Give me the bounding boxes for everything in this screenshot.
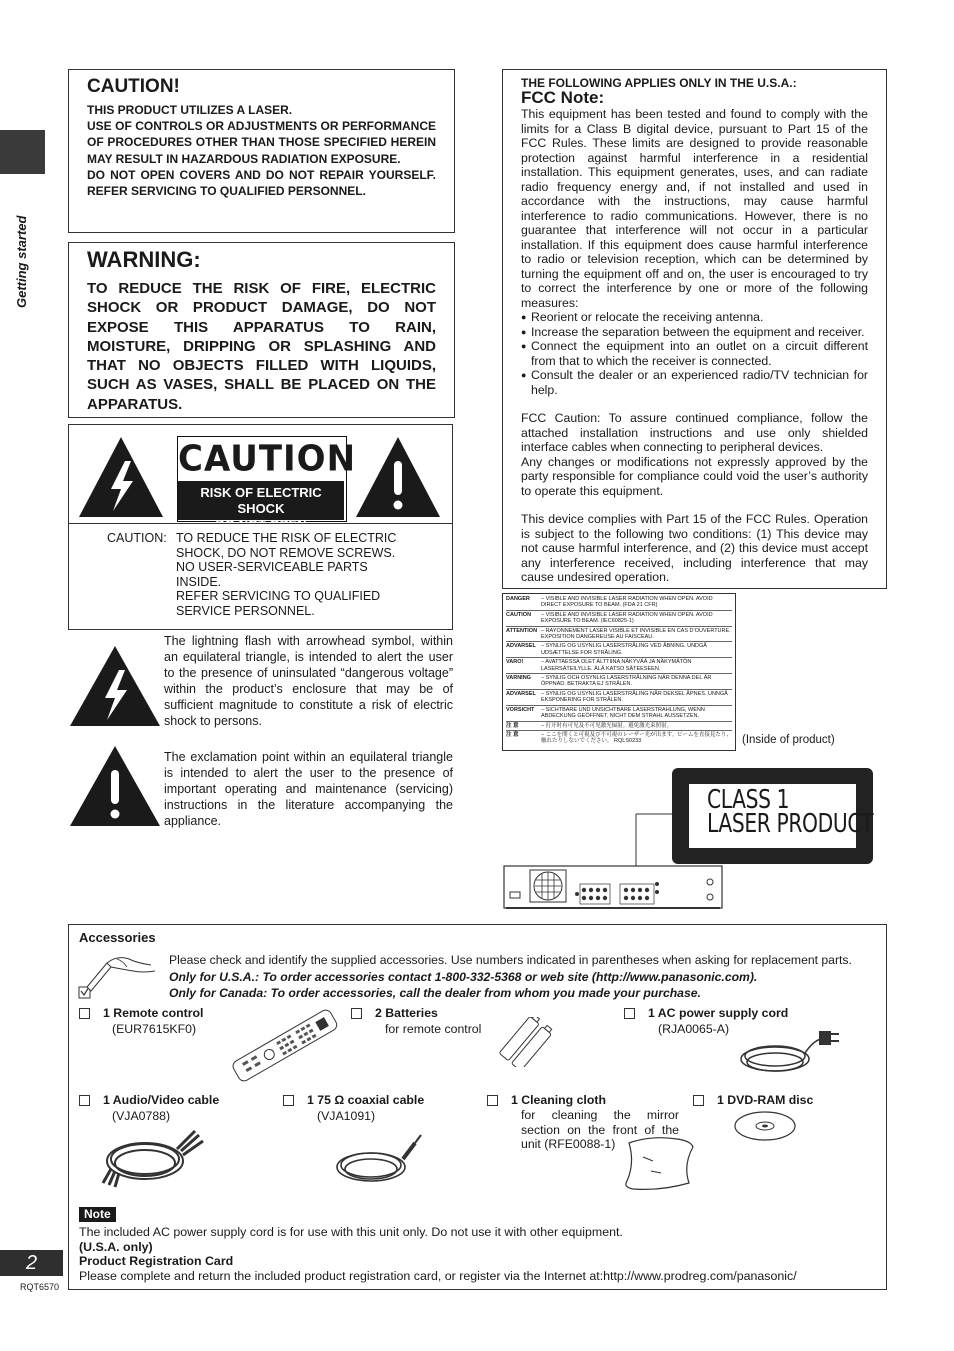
remote-control-icon xyxy=(219,1007,349,1085)
fcc-note-box xyxy=(502,69,887,589)
symbol-caution-line: REFER SERVICING TO QUALIFIED xyxy=(176,589,381,604)
warning-text: TO REDUCE THE RISK OF FIRE, ELECTRIC SHOCK OR PRODUCT DAMAGE, DO NOT EXPOSE THIS APPARATUS TO RAIN, MOISTURE, DRIPPING OR SPLASHING AND THAT NO OBJECTS FILLED WITH LIQUIDS, SUCH AS VASES, SHALL BE PLACED ON THE APPARATUS. xyxy=(87,280,436,413)
label-row: DANGER – VISIBLE AND INVISIBLE LASER RADIATION WHEN OPEN. AVOID DIRECT EXPOSURE TO BEAM. (FDA 21 CFR) xyxy=(506,595,732,611)
accessory-checkbox[interactable] xyxy=(624,1008,635,1019)
exclamation-explanation: The exclamation point within an equilateral triangle is intended to alert the user to the presence of important operating and maintenance (servicing) instructions in the literature accompanying the appliance. xyxy=(164,750,453,828)
accessory-checkbox[interactable] xyxy=(693,1095,704,1106)
sign-line-2: DO NOT OPEN xyxy=(215,517,307,532)
list-item: ● Connect the equipment into an outlet on a circuit different from that to which the receiver is connected. xyxy=(521,339,868,368)
sign-line-1: RISK OF ELECTRIC SHOCK xyxy=(200,485,322,516)
symbol-caution-line: NO USER-SERVICEABLE PARTS xyxy=(176,560,368,575)
dvd-disc-icon xyxy=(733,1109,797,1143)
fcc-caution: FCC Caution: To assure continued compliance, follow the attached installation instructions and use only shielded interface cables when connecting to peripheral devices. xyxy=(521,411,868,454)
list-item: ● Reorient or relocate the receiving antenna. xyxy=(521,310,868,325)
accessory-ac-cord-code: (RJA0065-A) xyxy=(658,1022,730,1036)
class1-text: CLASS 1 LASER PRODUCT xyxy=(707,785,874,839)
label-row: 注 意 – ここを開くと可視及び不可視のレーザー光が出ます。ビームを直接見たり、触れたりしないでください。 RQLS0233 xyxy=(506,731,732,745)
accessory-av-cable-code: (VJA0788) xyxy=(112,1109,171,1123)
laser-warning-label xyxy=(502,593,736,751)
note-body xyxy=(79,1225,879,1283)
caution-sign-word: CAUTION xyxy=(178,438,357,480)
symbol-caution-text xyxy=(176,531,416,619)
accessories-box xyxy=(68,924,887,1290)
accessory-remote-name: 1 Remote control xyxy=(103,1006,204,1020)
coaxial-cable-icon xyxy=(331,1129,431,1189)
accessory-ac-cord-name: 1 AC power supply cord xyxy=(648,1006,789,1020)
batteries-icon xyxy=(495,1017,561,1067)
inside-of-product-note: (Inside of product) xyxy=(742,734,835,746)
caution-symbol-box xyxy=(68,424,453,630)
lightning-triangle-icon xyxy=(68,644,162,728)
accessory-checkbox[interactable] xyxy=(79,1095,90,1106)
device-rear-panel-illustration xyxy=(502,810,727,914)
accessory-checkbox[interactable] xyxy=(283,1095,294,1106)
accessory-checkbox[interactable] xyxy=(79,1008,90,1019)
usa-only-label: (U.S.A. only) xyxy=(79,1239,153,1254)
section-tab-marker xyxy=(0,130,45,174)
warning-title: WARNING: xyxy=(87,247,201,272)
label-row: CAUTION – VISIBLE AND INVISIBLE LASER RADIATION WHEN OPEN. AVOID EXPOSURE TO BEAM. (IEC60825-1) xyxy=(506,611,732,627)
fcc-intro: This equipment has been tested and found to comply with the limits for a Class B digital device, pursuant to Part 15 of the FCC Rules. These limits are designed to provide reasonable protection against harmful interference in a residential installation. This equipment generates, uses, and can radiate radio frequency energy and, if not installed and used in accordance with the instructions, may cause harmful interference to radio communications. However, there is no guarantee that interference will not occur in a particular installation. If this equipment does cause harmful interference to radio or television reception, which can be determined by turning the equipment off and on, the user is encouraged to try to correct the interference by one or more of the following measures: xyxy=(521,107,868,310)
accessories-intro xyxy=(169,952,885,1002)
fcc-title: FCC Note: xyxy=(521,87,605,107)
canada-order-info: Only for Canada: To order accessories, call the dealer from whom you made your purchase. xyxy=(169,986,701,1000)
note-tag: Note xyxy=(79,1207,116,1222)
accessory-remote-code: (EUR7615KF0) xyxy=(112,1022,197,1036)
lightning-triangle-icon xyxy=(77,435,165,519)
label-row: VORSICHT – SICHTBARE UND UNSICHTBARE LASERSTRAHLUNG, WENN ABDECKUNG GEÖFFNET. NICHT DEM STRAHL AUSSETZEN. xyxy=(506,706,732,722)
accessory-av-cable-name: 1 Audio/Video cable xyxy=(103,1093,220,1107)
accessory-dvd-ram-name: 1 DVD-RAM disc xyxy=(717,1093,814,1107)
label-row: ATTENTION – RAYONNEMENT LASER VISIBLE ET INVISIBLE EN CAS D’OUVERTURE. EXPOSITION DANGEREUSE AU FAISCEAU. xyxy=(506,627,732,643)
symbol-caution-line: TO REDUCE THE RISK OF ELECTRIC xyxy=(176,531,397,545)
warning-box xyxy=(68,242,455,418)
accessories-title: Accessories xyxy=(79,930,156,945)
label-row: ADVARSEL – SYNLIG OG USYNLIG LASERSTRÅLING VED ÅBNING. UNDGÅ UDSÆTTELSE FOR STRÅLING. xyxy=(506,642,732,658)
caution-box xyxy=(68,69,455,233)
fcc-measures-list xyxy=(521,310,868,397)
symbol-caution-line: INSIDE. xyxy=(176,574,222,589)
caution-sign xyxy=(177,436,357,532)
exclamation-triangle-icon xyxy=(354,435,442,519)
label-row: VARO! – AVATTAESSA OLET ALTTIINA NÄKYVÄÄ JA NÄKYMÄTÖN LASERSÄTEILYLLE. ÄLÄ KATSO SÄTEESEEN. xyxy=(506,658,732,674)
accessory-checkbox[interactable] xyxy=(351,1008,362,1019)
pen-checkbox-icon xyxy=(77,949,159,1001)
list-item: ● Consult the dealer or an experienced radio/TV technician for help. xyxy=(521,368,868,397)
accessory-batteries-name: 2 Batteries xyxy=(375,1006,438,1020)
divider xyxy=(69,523,452,524)
symbol-caution-label: CAUTION: xyxy=(107,531,167,545)
cleaning-cloth-icon xyxy=(621,1133,697,1195)
accessory-coaxial-name: 1 75 Ω coaxial cable xyxy=(307,1093,425,1107)
ac-power-cord-icon xyxy=(735,1021,845,1081)
caution-line-3: DO NOT OPEN COVERS AND DO NOT REPAIR YOURSELF. REFER SERVICING TO QUALIFIED PERSONNEL. xyxy=(87,167,436,199)
fcc-usa-only: THE FOLLOWING APPLIES ONLY IN THE U.S.A.: xyxy=(521,76,797,90)
symbol-caution-line: SHOCK, DO NOT REMOVE SCREWS. xyxy=(176,545,396,560)
page-number: 2 xyxy=(0,1250,63,1276)
exclamation-triangle-icon xyxy=(68,744,162,828)
caution-line-1: THIS PRODUCT UTILIZES A LASER. xyxy=(87,103,293,117)
model-code: RQT6570 xyxy=(20,1282,60,1292)
accessories-intro-text: Please check and identify the supplied accessories. Use numbers indicated in parentheses when asking for replacement parts. xyxy=(169,953,852,967)
label-row: ADVARSEL – SYNLIG OG USYNLIG LASERSTRÅLING NÅR DEKSEL ÅPNES. UNNGÅ EKSPONERING FOR STRÅLEN. xyxy=(506,690,732,706)
caution-sign-band xyxy=(178,481,344,532)
accessory-cloth-name: 1 Cleaning cloth xyxy=(511,1093,606,1107)
fcc-changes: Any changes or modifications not expressly approved by the party responsible for compliance could void the user’s authority to operate this equipment. xyxy=(521,454,868,498)
symbol-caution-line: SERVICE PERSONNEL. xyxy=(176,603,315,618)
registration-card-title: Product Registration Card xyxy=(79,1254,234,1268)
note-line: The included AC power supply cord is for use with this unit only. Do not use it with other equipment. xyxy=(79,1225,623,1239)
accessory-batteries-desc: for remote control xyxy=(385,1022,482,1036)
caution-title: CAUTION! xyxy=(87,76,180,97)
accessory-cloth-desc: for cleaning the mirror section on the front of the unit (RFE0088-1) xyxy=(521,1108,679,1151)
section-label: Getting started xyxy=(14,215,29,308)
fcc-compliance: This device complies with Part 15 of the FCC Rules. Operation is subject to the following two conditions: (1) This device may not cause harmful interference, and (2) this device must accept any interference received, including interference that may cause undesired operation. xyxy=(521,512,868,584)
label-row: VARNING – SYNLIG OCH OSYNLIG LASERSTRÅLNING NÄR DENNA DEL ÄR ÖPPNAD. BETRAKTA EJ STRÅLEN. xyxy=(506,674,732,690)
accessory-coaxial-code: (VJA1091) xyxy=(317,1109,376,1123)
lightning-explanation: The lightning flash with arrowhead symbol, within an equilateral triangle, is intended to alert the user to the presence of uninsulated “dangerous voltage” within the product’s enclosure that may be of sufficient magnitude to constitute a risk of electric shock to persons. xyxy=(164,634,453,728)
list-item: ● Increase the separation between the equipment and receiver. xyxy=(521,325,868,340)
caution-line-2: USE OF CONTROLS OR ADJUSTMENTS OR PERFORMANCE OF PROCEDURES OTHER THAN THOSE SPECIFIED HEREIN MAY RESULT IN HAZARDOUS RADIATION EXPOSURE. xyxy=(87,119,436,166)
usa-order-info: Only for U.S.A.: To order accessories contact 1-800-332-5368 or web site (http://www.panasonic.com). xyxy=(169,969,758,984)
accessory-checkbox[interactable] xyxy=(487,1095,498,1106)
label-row: 注 意 – 打开时有可见及不可见激光辐射。避免激光束照射。 xyxy=(506,722,732,731)
registration-card-text: Please complete and return the included product registration card, or register via the Internet at:http://www.prodreg.com/panasonic/ xyxy=(79,1268,797,1283)
audio-video-cable-icon xyxy=(101,1123,211,1189)
